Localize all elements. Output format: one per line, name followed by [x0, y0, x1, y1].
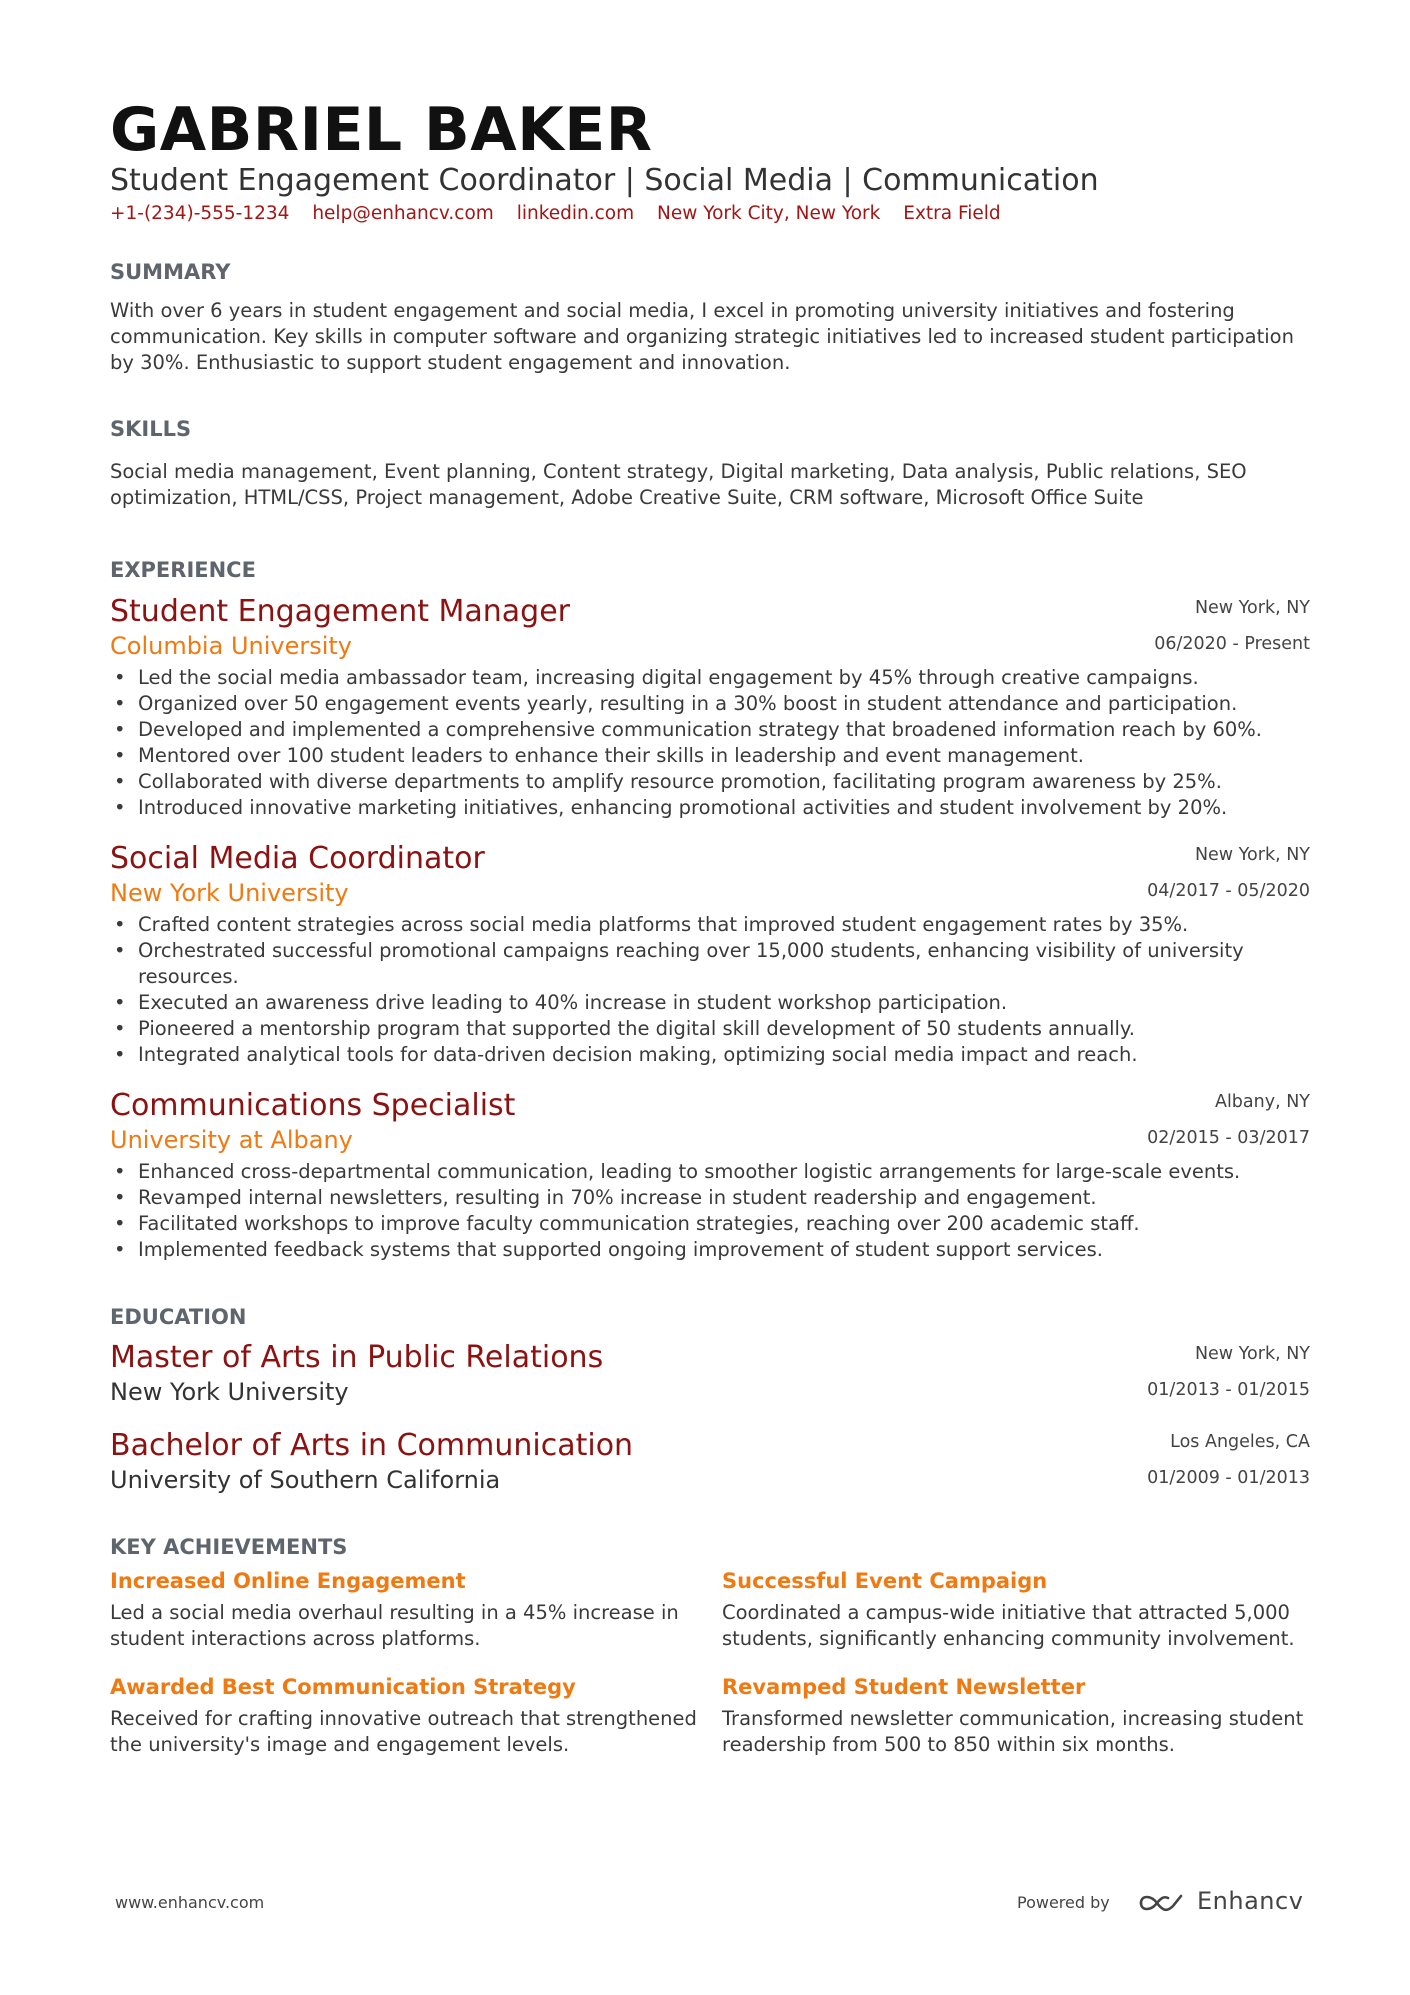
education-dates: 01/2013 - 01/2015 — [1147, 1380, 1310, 1400]
footer-branding — [1017, 1882, 1304, 1922]
job-location: New York, NY — [1194, 598, 1310, 618]
education-dates: 01/2009 - 01/2013 — [1147, 1468, 1310, 1488]
contact-email[interactable]: help@enhancv.com — [312, 203, 494, 224]
bullet-item: • Mentored over 100 student leaders to enhance their skills in leadership and event management. — [110, 743, 1310, 769]
achievement-desc: Led a social media overhaul resulting in a 45% increase in student interactions across platforms. — [110, 1601, 679, 1650]
bullet-item: • Executed an awareness drive leading to 40% increase in student workshop participation. — [110, 990, 1310, 1016]
job-title: Social Media Coordinator — [110, 841, 485, 876]
school-name: New York University — [110, 1378, 349, 1406]
footer-website[interactable]: www.enhancv.com — [115, 1893, 265, 1912]
achievement-item — [110, 1566, 700, 1652]
job-dates: 04/2017 - 05/2020 — [1147, 881, 1310, 901]
bullet-item: • Pioneered a mentorship program that supported the digital skill development of 50 students annually. — [110, 1016, 1310, 1042]
headline: Student Engagement Coordinator | Social Media | Communication — [110, 163, 1099, 198]
job-title: Student Engagement Manager — [110, 594, 571, 629]
brand-name[interactable]: Enhancv — [1197, 1887, 1304, 1915]
achievement-item — [722, 1672, 1312, 1758]
candidate-name: GABRIEL BAKER — [110, 95, 653, 165]
contact-extra: Extra Field — [903, 203, 1001, 224]
education-entry — [110, 1340, 1310, 1408]
achievement-desc: Transformed newsletter communication, increasing student readership from 500 to 850 within six months. — [722, 1707, 1304, 1756]
job-organization: University at Albany — [110, 1126, 353, 1154]
bullet-item: • Implemented feedback systems that supported ongoing improvement of student support services. — [110, 1237, 1310, 1263]
summary-text: With over 6 years in student engagement and social media, I excel in promoting university initiatives and fostering communication. Key skills in computer software and organizing strategic initiatives led to increased student participation by 30%. Enthusiastic to support student engagement and innovation. — [110, 299, 1294, 374]
bullet-item: • Crafted content strategies across social media platforms that improved student engagement rates by 35%. — [110, 912, 1310, 938]
section-title-summary: SUMMARY — [110, 260, 231, 284]
experience-entry — [110, 594, 1310, 821]
achievement-item — [110, 1672, 700, 1758]
bullet-item: • Introduced innovative marketing initiatives, enhancing promotional activities and student involvement by 20%. — [110, 795, 1310, 821]
degree-title: Master of Arts in Public Relations — [110, 1340, 604, 1375]
education-entry — [110, 1428, 1310, 1496]
bullet-item: • Developed and implemented a comprehensive communication strategy that broadened information reach by 60%. — [110, 717, 1310, 743]
bullet-item: • Organized over 50 engagement events yearly, resulting in a 30% boost in student attendance and participation. — [110, 691, 1310, 717]
achievement-title: Revamped Student Newsletter — [722, 1675, 1086, 1699]
section-title-achievements: KEY ACHIEVEMENTS — [110, 1535, 348, 1559]
section-title-experience: EXPERIENCE — [110, 558, 256, 582]
experience-entry — [110, 1088, 1310, 1263]
school-name: University of Southern California — [110, 1466, 501, 1494]
bullet-item: • Revamped internal newsletters, resulting in 70% increase in student readership and engagement. — [110, 1185, 1310, 1211]
bullet-item: • Enhanced cross-departmental communication, leading to smoother logistic arrangements for large-scale events. — [110, 1159, 1310, 1185]
job-bullets — [110, 912, 1310, 1068]
job-organization: Columbia University — [110, 632, 353, 660]
bullet-item: • Orchestrated successful promotional campaigns reaching over 15,000 students, enhancing visibility of university resources. — [110, 938, 1310, 990]
skills-text: Social media management, Event planning, Content strategy, Digital marketing, Data analysis, Public relations, SEO optimization, HTML/CSS, Project management, Adobe Creative Suite, CRM software, Microsoft Office Suite — [110, 460, 1247, 509]
achievement-desc: Received for crafting innovative outreach that strengthened the university's image and engagement levels. — [110, 1707, 697, 1756]
achievement-title: Awarded Best Communication Strategy — [110, 1675, 576, 1699]
section-title-skills: SKILLS — [110, 417, 192, 441]
achievement-title: Increased Online Engagement — [110, 1569, 466, 1593]
job-dates: 06/2020 - Present — [1154, 634, 1310, 654]
job-bullets — [110, 1159, 1310, 1263]
job-organization: New York University — [110, 879, 349, 907]
job-bullets — [110, 665, 1310, 821]
degree-title: Bachelor of Arts in Communication — [110, 1428, 634, 1463]
job-dates: 02/2015 - 03/2017 — [1147, 1128, 1310, 1148]
education-location: Los Angeles, CA — [1170, 1432, 1310, 1452]
job-location: New York, NY — [1194, 845, 1310, 865]
achievement-item — [722, 1566, 1312, 1652]
section-title-education: EDUCATION — [110, 1305, 247, 1329]
contact-location: New York City, New York — [657, 203, 881, 224]
experience-entry — [110, 841, 1310, 1068]
job-location: Albany, NY — [1214, 1092, 1310, 1112]
bullet-item: • Integrated analytical tools for data-driven decision making, optimizing social media impact and reach. — [110, 1042, 1310, 1068]
job-title: Communications Specialist — [110, 1088, 516, 1123]
contact-line — [110, 201, 1018, 227]
powered-by-label: Powered by — [1017, 1893, 1110, 1912]
bullet-item: • Facilitated workshops to improve faculty communication strategies, reaching over 200 academic staff. — [110, 1211, 1310, 1237]
bullet-item: • Led the social media ambassador team, increasing digital engagement by 45% through creative campaigns. — [110, 665, 1310, 691]
contact-phone[interactable]: +1-(234)-555-1234 — [110, 203, 290, 224]
achievement-title: Successful Event Campaign — [722, 1569, 1048, 1593]
contact-linkedin[interactable]: linkedin.com — [516, 203, 635, 224]
bullet-item: • Collaborated with diverse departments to amplify resource promotion, facilitating program awareness by 25%. — [110, 769, 1310, 795]
achievement-desc: Coordinated a campus-wide initiative that attracted 5,000 students, significantly enhancing community involvement. — [722, 1601, 1295, 1650]
education-location: New York, NY — [1194, 1344, 1310, 1364]
infinity-logo-icon — [1137, 1890, 1185, 1916]
